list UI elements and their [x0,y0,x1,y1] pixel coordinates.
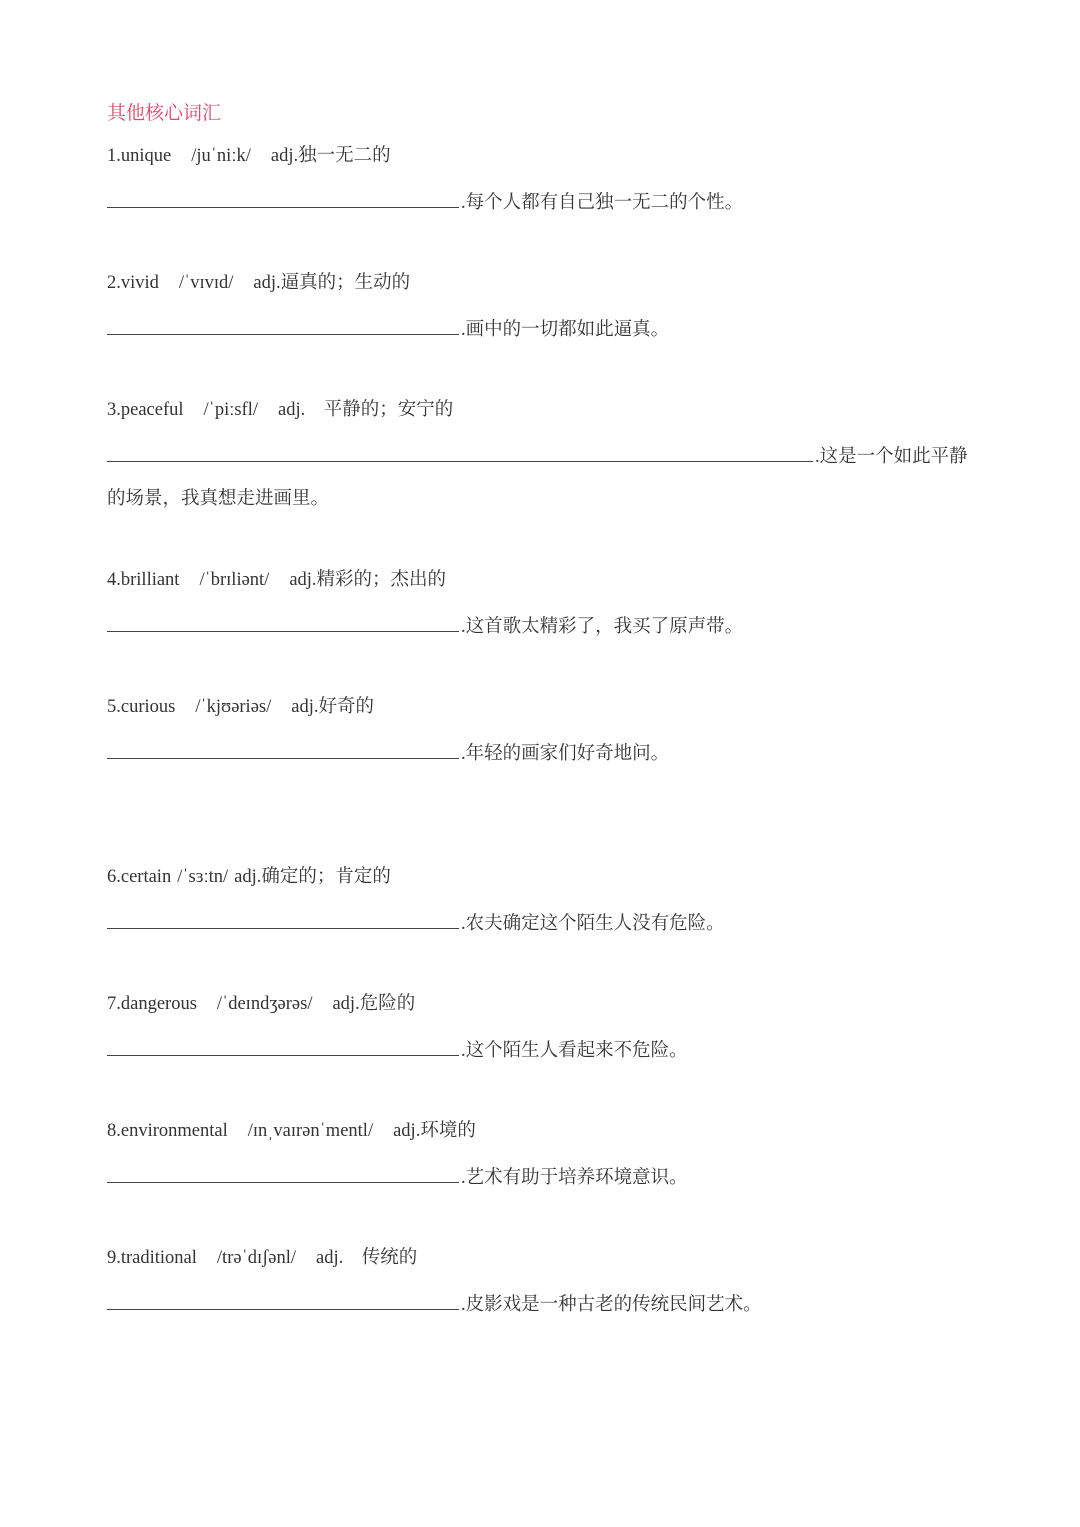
vocab-meaning: adj.精彩的；杰出的 [289,570,447,590]
vocab-entry [107,694,987,768]
answer-blank[interactable] [107,1160,459,1183]
vocab-word: 9.traditional [107,1248,197,1268]
answer-line [107,1160,987,1192]
answer-blank[interactable] [107,185,459,208]
word-line [107,567,987,593]
vocab-phonetic: /ɪnˌvaɪrənˈmentl/ [247,1121,374,1141]
vocab-entry [107,1118,987,1192]
vocab-phonetic: /ˈvɪvɪd/ [178,273,234,293]
answer-line [107,1033,987,1065]
vocab-word: 2.vivid [107,273,159,293]
vocab-phonetic: /trəˈdɪʃənl/ [216,1248,297,1268]
vocab-meaning: adj.逼真的；生动的 [253,273,411,293]
example-sentence: .年轻的画家们好奇地问。 [461,744,670,764]
word-line [107,397,987,423]
word-line [107,694,987,720]
vocab-phonetic: /juˈniːk/ [191,146,251,166]
word-line [107,1245,987,1271]
section-title: 其他核心词汇 [107,103,222,124]
example-sentence: .画中的一切都如此逼真。 [461,320,670,340]
vocab-entry [107,397,987,513]
vocab-phonetic: /ˈbrɪliənt/ [199,570,270,590]
word-line [107,270,987,296]
answer-blank[interactable] [107,609,459,632]
answer-line [107,185,987,217]
vocab-phonetic: /ˈdeɪndʒərəs/ [216,994,313,1014]
vocab-meaning: adj. 平静的；安宁的 [278,400,454,420]
vocab-meaning: adj.独一无二的 [270,146,391,166]
word-line [107,991,987,1017]
vocab-phonetic: /ˈpiːsfl/ [203,400,259,420]
answer-blank[interactable] [107,312,459,335]
example-sentence: .这首歌太精彩了，我买了原声带。 [461,617,744,637]
example-sentence: .皮影戏是一种古老的传统民间艺术。 [461,1295,762,1315]
vocab-meaning: adj.好奇的 [291,697,374,717]
example-sentence: .每个人都有自己独一无二的个性。 [461,193,744,213]
vocab-entry [107,143,987,217]
vocab-entry [107,864,987,938]
vocab-word: 8.environmental [107,1121,228,1141]
vocab-word: 1.unique [107,146,172,166]
vocab-entry [107,1245,987,1319]
answer-line [107,736,987,768]
answer-line [107,1287,987,1319]
example-sentence: .这个陌生人看起来不危险。 [461,1041,688,1061]
vocab-meaning: adj. 传统的 [316,1248,418,1268]
example-sentence-continued: 的场景，我真想走进画里。 [107,489,330,509]
answer-blank[interactable] [107,906,459,929]
answer-blank[interactable] [107,1033,459,1056]
answer-blank[interactable] [107,439,813,462]
vocab-entry [107,991,987,1065]
vocab-meaning: adj.环境的 [393,1121,476,1141]
vocab-word: 4.brilliant [107,570,180,590]
answer-line [107,439,987,471]
vocab-word: 5.curious [107,697,176,717]
vocab-meaning: adj.危险的 [332,994,416,1014]
answer-line [107,312,987,344]
word-line [107,864,987,890]
answer-line [107,906,987,938]
vocab-word: 3.peaceful [107,400,184,420]
vocab-phonetic: /ˈsɜːtn/ [177,867,229,887]
vocab-word: 6.certain [107,867,172,887]
vocab-entry [107,270,987,344]
example-sentence: .这是一个如此平静 [815,447,968,467]
word-line [107,1118,987,1144]
example-sentence: .艺术有助于培养环境意识。 [461,1168,688,1188]
word-line [107,143,987,169]
vocab-entry [107,567,987,641]
vocab-phonetic: /ˈkjʊəriəs/ [195,697,272,717]
vocab-word: 7.dangerous [107,994,197,1014]
example-sentence: .农夫确定这个陌生人没有危险。 [461,914,725,934]
answer-blank[interactable] [107,1287,459,1310]
vocab-meaning: adj.确定的；肯定的 [234,867,391,887]
answer-line [107,609,987,641]
answer-blank[interactable] [107,736,459,759]
